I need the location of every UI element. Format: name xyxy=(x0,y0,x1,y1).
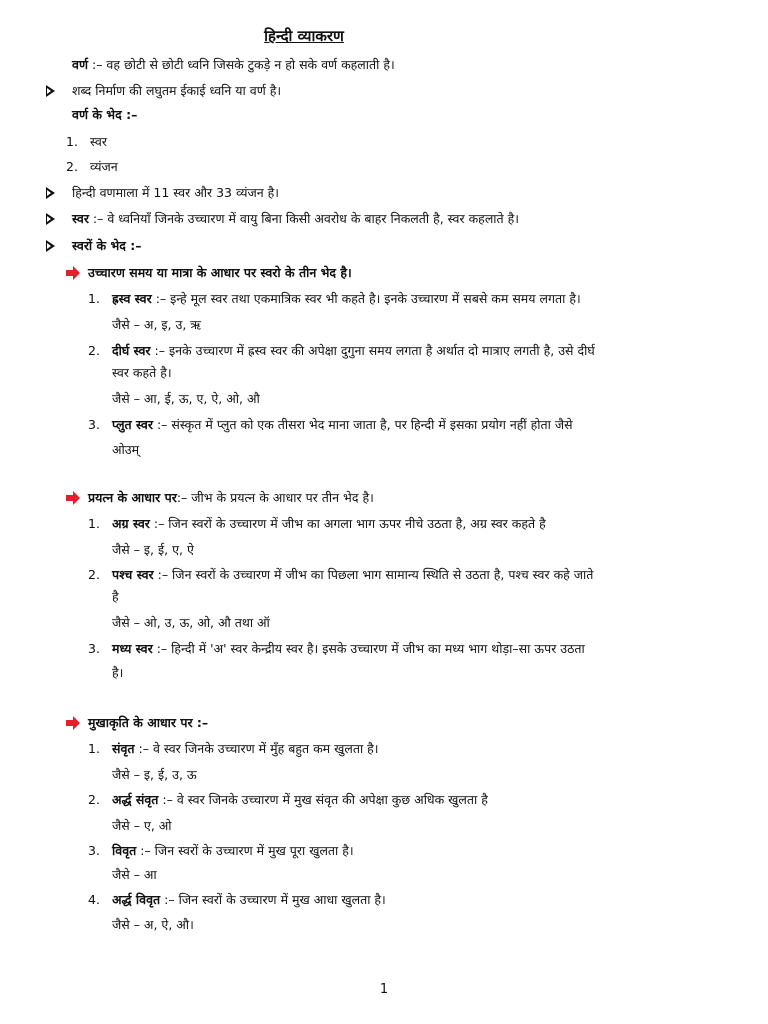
list-def: :– इनके उच्चारण में ह्रस्व स्वर की अपेक्षा दुगुना समय लगता है अर्थात दो मात्राए लगती है, उसे दीर्घ xyxy=(154,343,595,358)
example-text: जैसे – इ, ई, ए, ऐ xyxy=(112,542,194,557)
list-term: ह्रस्व स्वर xyxy=(112,291,152,306)
list-text: स्वर xyxy=(90,134,107,149)
list-item xyxy=(88,515,546,533)
bullet-text: शब्द निर्माण की लघुतम ईकाई ध्वनि या वर्ण है। xyxy=(72,83,282,98)
bullet-item xyxy=(46,184,280,202)
list-def: :– जिन स्वरों के उच्चारण में मुख आधा खुलता है। xyxy=(164,892,386,907)
red-arrow-icon xyxy=(66,716,80,730)
list-def: :– जिन स्वरों के उच्चारण में जीभ का पिछला भाग सामान्य स्थिति से उठता है, पश्च स्वर कहे जाते xyxy=(157,567,594,582)
list-term: दीर्घ स्वर xyxy=(112,343,151,358)
varn-def: :– वह छोटी से छोटी ध्वनि जिसके टुकड़े न हो सके वर्ण कहलाती है। xyxy=(91,57,395,72)
list-def: :– हिन्दी में 'अ' स्वर केन्द्रीय स्वर है। इसके उच्चारण में जीभ का मध्य भाग थोड़ा–सा ऊपर उठता xyxy=(156,641,585,656)
page-number: 1 xyxy=(379,982,389,997)
example-text: जैसे – आ xyxy=(112,867,157,882)
example-text: जैसे – अ, ऐ, औ। xyxy=(112,917,194,932)
list-number: 1. xyxy=(88,291,100,306)
list-item xyxy=(88,416,573,434)
bullet-item xyxy=(46,82,282,100)
arrowhead-bullet-icon xyxy=(46,240,55,252)
list-item xyxy=(66,133,107,151)
list-number: 3. xyxy=(88,641,100,656)
list-term: संवृत xyxy=(112,741,135,756)
continuation-text: ओउम् xyxy=(112,442,140,457)
list-def: :– संस्कृत में प्लुत को एक तीसरा भेद माना जाता है, पर हिन्दी में इसका प्रयोग नहीं होता जैसे xyxy=(156,417,573,432)
section-heading-text: उच्चारण समय या मात्रा के आधार पर स्वरो के तीन भेद है। xyxy=(88,265,352,280)
list-item xyxy=(88,640,585,658)
swar-term: स्वर xyxy=(72,211,89,226)
list-number: 3. xyxy=(88,843,100,858)
list-number: 2. xyxy=(88,567,100,582)
section-heading-term: प्रयत्न के आधार पर xyxy=(88,490,177,505)
list-number: 3. xyxy=(88,417,100,432)
list-def: :– जिन स्वरों के उच्चारण में जीभ का अगला भाग ऊपर नीचे उठता है, अग्र स्वर कहते है xyxy=(153,516,546,531)
arrowhead-bullet-icon xyxy=(46,187,55,199)
list-def: :– वे स्वर जिनके उच्चारण में मुख संवृत की अपेक्षा कुछ अधिक खुलता है xyxy=(162,792,488,807)
list-item xyxy=(88,566,594,584)
list-term: प्लुत स्वर xyxy=(112,417,153,432)
example-text: जैसे – आ, ई, ऊ, ए, ऐ, ओ, औ xyxy=(112,391,260,406)
arrowhead-bullet-icon xyxy=(46,85,55,97)
section-heading xyxy=(66,489,374,507)
list-number: 1. xyxy=(66,134,78,149)
section-heading xyxy=(66,264,352,282)
list-def: :– इन्हे मूल स्वर तथा एकमात्रिक स्वर भी कहते है। इनके उच्चारण में सबसे कम समय लगता है। xyxy=(155,291,581,306)
list-item xyxy=(66,158,118,176)
example-text: जैसे – ए, ओ xyxy=(112,818,172,833)
example-text: जैसे – अ, इ, उ, ऋ xyxy=(112,317,201,332)
example-text: जैसे – ओ, उ, ऊ, ओ, औ तथा ऑ xyxy=(112,615,270,630)
section-heading-rest: :– जीभ के प्रयत्न के आधार पर तीन भेद है। xyxy=(176,490,374,505)
section-heading-text: मुखाकृति के आधार पर :– xyxy=(88,715,209,730)
list-number: 4. xyxy=(88,892,100,907)
list-text: व्यंजन xyxy=(90,159,118,174)
bullet-item xyxy=(46,210,520,228)
list-term: मध्य स्वर xyxy=(112,641,153,656)
red-arrow-icon xyxy=(66,266,80,280)
swar-def: :– वे ध्वनियाँ जिनके उच्चारण में वायु बिना किसी अवरोध के बाहर निकलती है, स्वर कहलाते है। xyxy=(92,211,520,226)
continuation-text: स्वर कहते है। xyxy=(112,365,172,380)
bullet-text: हिन्दी वणमाला में 11 स्वर और 33 व्यंजन है। xyxy=(72,185,280,200)
page-title: हिन्दी व्याकरण xyxy=(264,27,344,45)
continuation-text: है। xyxy=(112,665,124,680)
list-term: अर्द्ध विवृत xyxy=(112,892,161,907)
varn-term: वर्ण xyxy=(72,57,88,72)
section-heading xyxy=(66,714,209,732)
list-number: 1. xyxy=(88,741,100,756)
list-def: :– वे स्वर जिनके उच्चारण में मुँह बहुत कम खुलता है। xyxy=(138,741,379,756)
list-item xyxy=(88,791,488,809)
bullet-item xyxy=(46,237,142,255)
list-def: :– जिन स्वरों के उच्चारण में मुख पूरा खुलता है। xyxy=(140,843,354,858)
example-text: जैसे – इ, ई, उ, ऊ xyxy=(112,767,197,782)
continuation-text: है xyxy=(112,589,119,604)
arrowhead-bullet-icon xyxy=(46,213,55,225)
varn-definition xyxy=(72,56,395,74)
list-term: अग्र स्वर xyxy=(112,516,150,531)
list-number: 2. xyxy=(66,159,78,174)
list-item xyxy=(88,342,595,360)
varn-bhed-heading: वर्ण के भेद :– xyxy=(72,107,138,122)
list-term: अर्द्ध संवृत xyxy=(112,792,159,807)
red-arrow-icon xyxy=(66,491,80,505)
list-item xyxy=(88,891,386,909)
list-number: 1. xyxy=(88,516,100,531)
list-number: 2. xyxy=(88,792,100,807)
list-term: विवृत xyxy=(112,843,137,858)
list-number: 2. xyxy=(88,343,100,358)
swar-bhed-heading: स्वरों के भेद :– xyxy=(72,238,142,253)
list-item xyxy=(88,290,581,308)
list-item xyxy=(88,740,379,758)
list-term: पश्च स्वर xyxy=(112,567,154,582)
list-item xyxy=(88,842,354,860)
